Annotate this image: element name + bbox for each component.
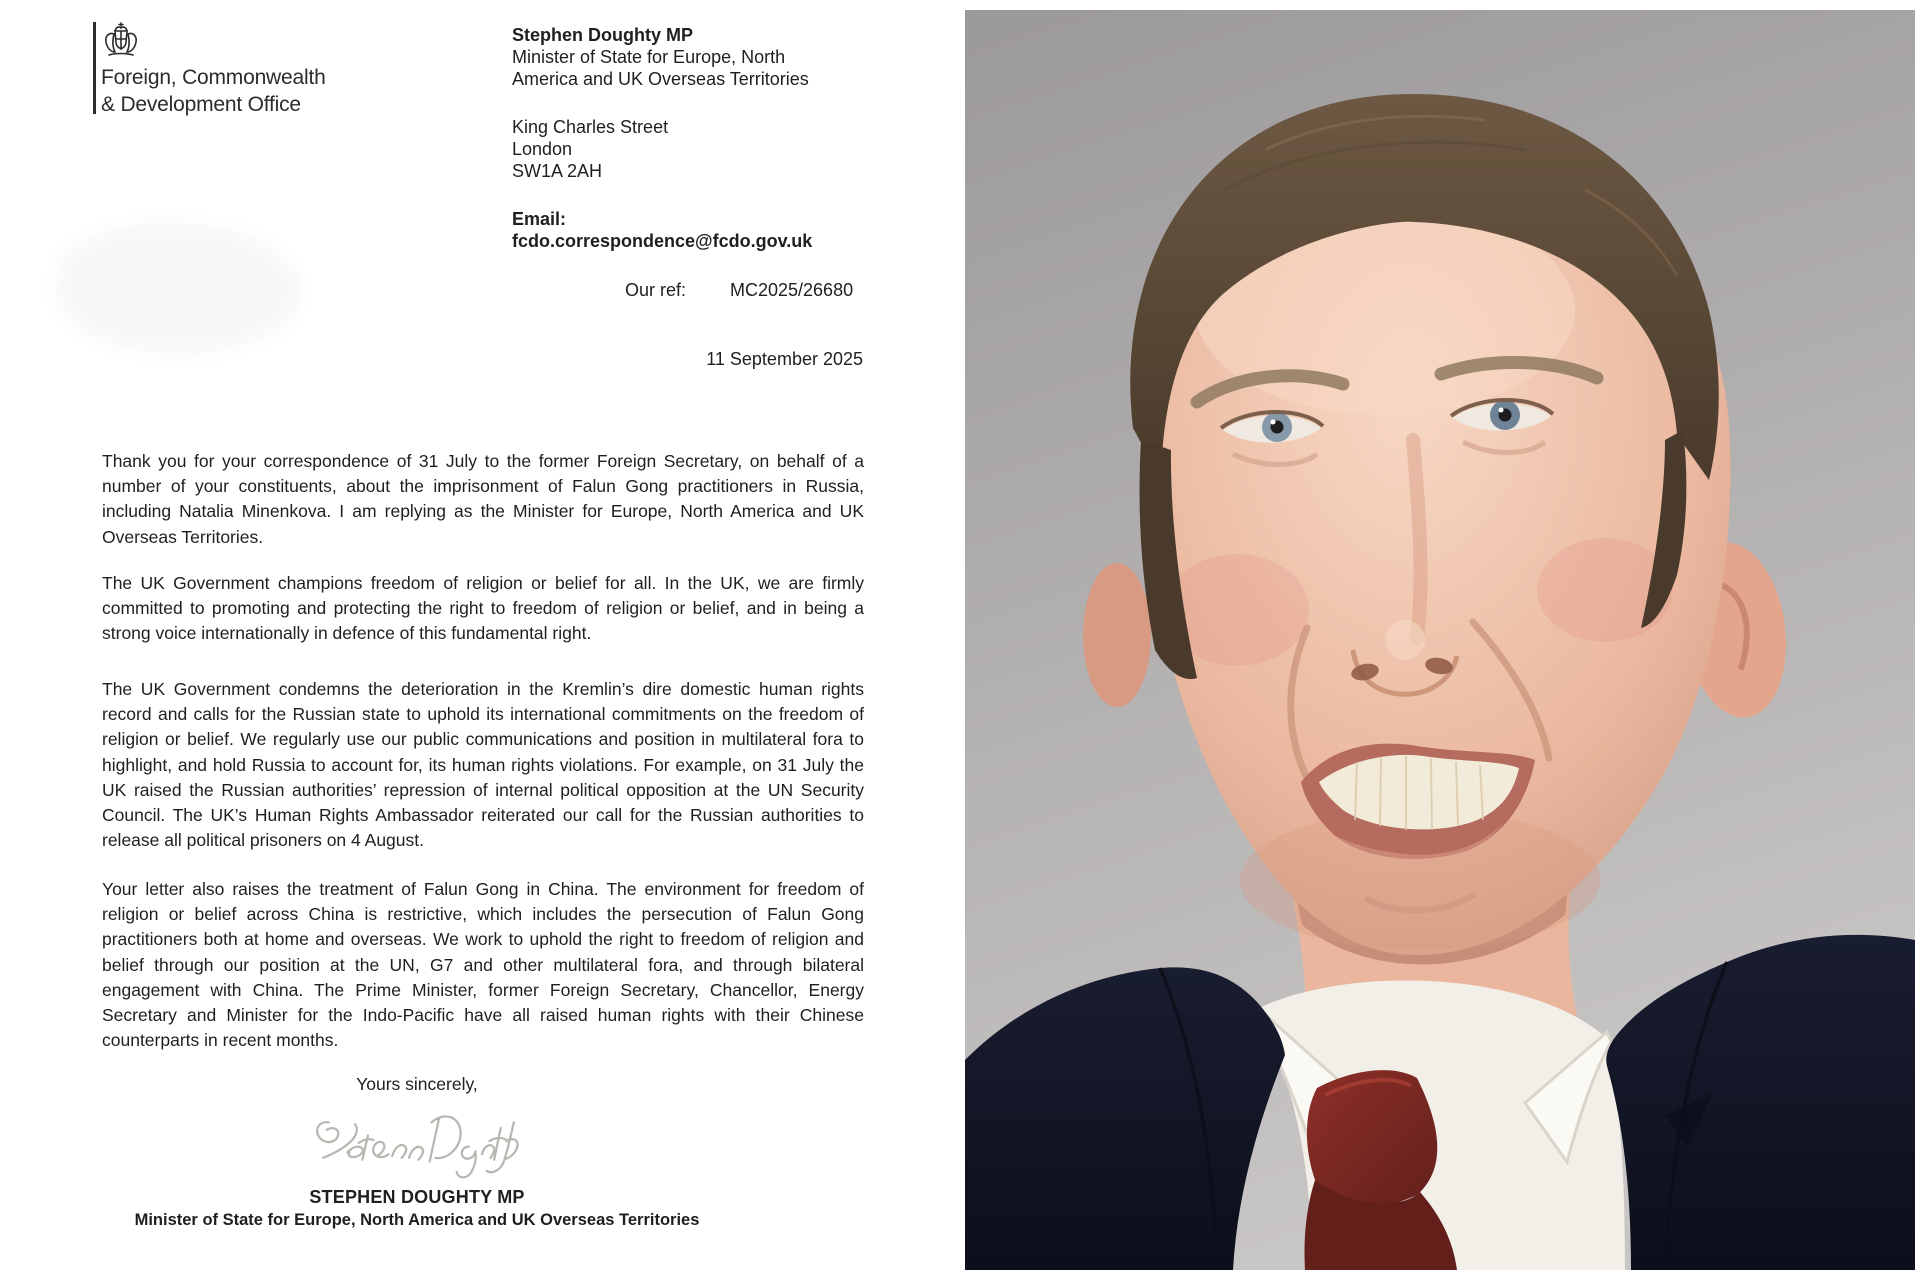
sender-address-block — [512, 24, 852, 252]
valediction: Yours sincerely, — [356, 1074, 478, 1094]
letter-date: 11 September 2025 — [706, 349, 863, 369]
fcdo-logo-rule — [93, 22, 96, 114]
sender-name: Stephen Doughty MP — [512, 25, 693, 45]
fcdo-logotype — [101, 64, 326, 118]
sender-postcode: SW1A 2AH — [512, 161, 603, 181]
fcdo-logotype-line2: & Development Office — [101, 93, 301, 116]
signer-title: Minister of State for Europe, North America and UK Overseas Territories — [134, 1211, 700, 1229]
royal-crest-icon — [101, 22, 141, 58]
email-label: Email: — [512, 209, 567, 229]
body-paragraph-4: Your letter also raises the treatment of Falun Gong in China. The environment for freedom of religion or belief across China is restrictive, which includes the persecution of Falun Gong practitioners both at home and overseas. We work to uphold the right to freedom of religion and belief through our position at the UN, G7 and other multilateral fora, and through bilateral engagement with China. The Prime Minister, former Foreign Secretary, Chancellor, Energy Secretary and Minister for the Indo-Pacific have all raised human rights with their Chinese counterparts in recent months. — [102, 879, 864, 1051]
fcdo-logotype-line1: Foreign, Commonwealth — [101, 66, 326, 89]
body-paragraph-1: Thank you for your correspondence of 31 July to the former Foreign Secretary, on behalf of a number of your constituents, about the imprisonment of Falun Gong practitioners in Russia, including Natalia Minenkova. I am replying as the Minister for Europe, North America and UK Overseas Territories. — [102, 451, 864, 547]
portrait-photo — [965, 10, 1915, 1270]
left-ear — [1083, 563, 1151, 707]
sender-city: London — [512, 139, 573, 159]
handwritten-signature — [310, 1099, 525, 1185]
spacer — [512, 182, 852, 208]
body-paragraph-3: The UK Government condemns the deterioration in the Kremlin’s dire domestic human rights record and calls for the Russian state to uphold its international commitments on the freedom of religion or belief. We regularly use our public communications and position in multilateral fora to highlight, and hold Russia to account for, its human rights violations. For example, on 31 July the UK raised the Russian authorities’ repression of internal political opposition at the UN Security Council. The UK’s Human Rights Ambassador reiterated our call for the Russian authorities to release all political prisoners on 4 August. — [102, 679, 864, 851]
reference-value: MC2025/26680 — [730, 280, 854, 300]
spacer — [512, 90, 852, 116]
sender-street: King Charles Street — [512, 117, 669, 137]
reference-label: Our ref: — [625, 280, 687, 300]
email-address: fcdo.correspondence@fcdo.gov.uk — [512, 231, 813, 251]
sender-title-line2: America and UK Overseas Territories — [512, 69, 809, 89]
signer-name: STEPHEN DOUGHTY MP — [309, 1187, 525, 1207]
closing-block — [102, 1074, 732, 1230]
body-paragraph-2: The UK Government champions freedom of religion or belief for all. In the UK, we are firmly committed to promoting and protecting the right to freedom of religion or belief, and in being a strong voice internationally in defence of this fundamental right. — [102, 573, 864, 644]
sender-title-line1: Minister of State for Europe, North — [512, 47, 786, 67]
redacted-recipient-address — [56, 222, 301, 354]
